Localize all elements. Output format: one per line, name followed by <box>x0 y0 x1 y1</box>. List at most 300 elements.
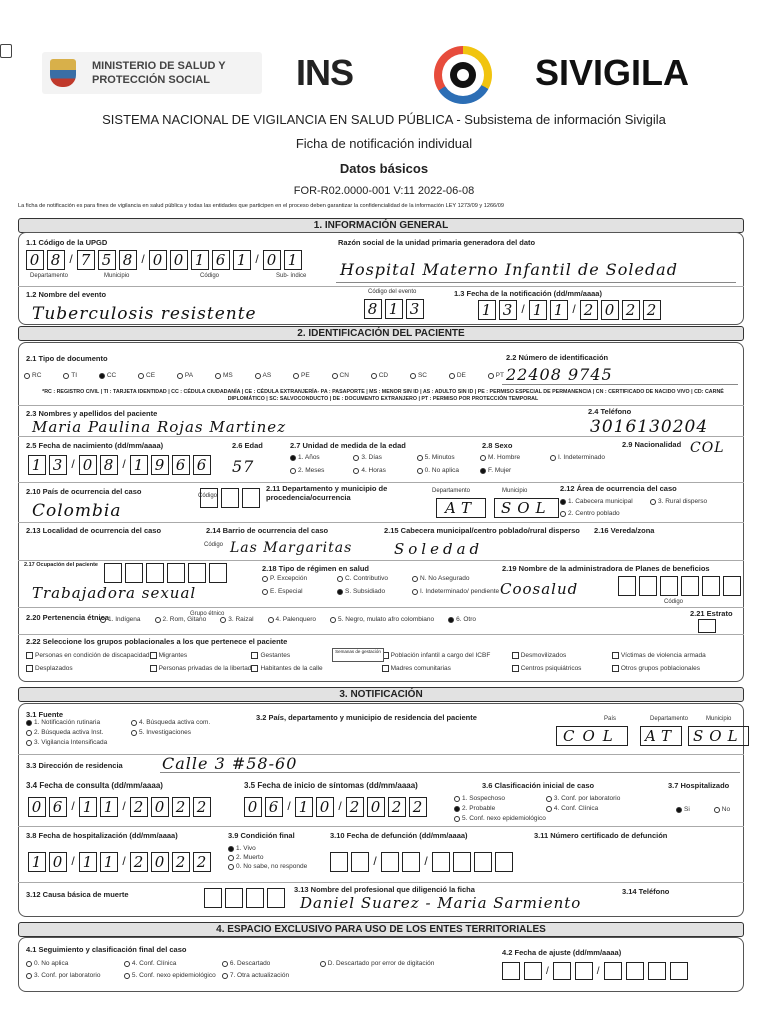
empty-box[interactable] <box>402 852 420 872</box>
radio-icon[interactable] <box>131 730 137 736</box>
digit-box[interactable]: 0 <box>49 852 67 872</box>
res-dept-value[interactable]: AT <box>640 726 682 746</box>
radio-option[interactable] <box>337 575 412 582</box>
radio-option[interactable] <box>714 806 730 813</box>
empty-box[interactable] <box>702 576 720 596</box>
nombre-value[interactable]: Maria Paulina Rojas Martinez <box>32 418 287 436</box>
upgd-boxes[interactable] <box>26 250 302 270</box>
radio-icon[interactable] <box>714 807 720 813</box>
nacionalidad-value[interactable]: COL <box>690 440 725 456</box>
radio-option[interactable] <box>220 616 253 623</box>
radio-icon[interactable] <box>26 730 32 736</box>
radio-option[interactable] <box>454 815 546 822</box>
radio-icon[interactable] <box>222 961 228 967</box>
digit-box[interactable]: 2 <box>130 852 148 872</box>
radio-icon[interactable] <box>448 617 454 623</box>
radio-icon[interactable] <box>228 846 234 852</box>
digit-box[interactable]: 0 <box>79 455 97 475</box>
digit-box[interactable]: 1 <box>28 852 46 872</box>
digit-box[interactable]: 7 <box>77 250 95 270</box>
empty-box[interactable] <box>660 576 678 596</box>
radio-icon[interactable] <box>417 468 423 474</box>
radio-icon[interactable] <box>268 617 274 623</box>
radio-option[interactable] <box>412 575 502 582</box>
empty-box[interactable] <box>495 852 513 872</box>
radio-option[interactable] <box>228 863 307 870</box>
radio-option[interactable] <box>448 616 476 623</box>
profesional-value[interactable]: Daniel Suarez - Maria Sarmiento <box>300 894 582 912</box>
radio-option[interactable] <box>353 454 416 461</box>
radio-option[interactable] <box>454 795 546 802</box>
fhosp-boxes[interactable] <box>28 852 211 872</box>
radio-icon[interactable] <box>255 373 261 379</box>
digit-box[interactable]: 2 <box>643 300 661 320</box>
radio-icon[interactable] <box>417 455 423 461</box>
checkbox-option[interactable] <box>612 652 742 659</box>
checkbox-icon[interactable] <box>612 652 619 659</box>
radio-option[interactable] <box>320 960 496 967</box>
radio-option[interactable] <box>550 454 620 461</box>
digit-box[interactable]: 1 <box>233 250 251 270</box>
etnia-options[interactable] <box>100 616 660 623</box>
radio-option[interactable] <box>124 972 222 979</box>
empty-box[interactable] <box>723 576 741 596</box>
radio-icon[interactable] <box>332 373 338 379</box>
radio-icon[interactable] <box>26 720 32 726</box>
num-id-line <box>502 384 738 385</box>
radio-option[interactable] <box>215 372 233 379</box>
empty-box[interactable] <box>188 563 206 583</box>
radio-icon[interactable] <box>676 807 682 813</box>
checkbox-option[interactable] <box>612 665 742 672</box>
radio-icon[interactable] <box>100 617 106 623</box>
radio-option[interactable] <box>371 372 388 379</box>
checkbox-option[interactable] <box>251 665 381 672</box>
empty-box[interactable] <box>209 563 227 583</box>
digit-box[interactable]: 2 <box>388 797 406 817</box>
empty-box[interactable] <box>125 563 143 583</box>
radio-icon[interactable] <box>550 455 556 461</box>
checkbox-option[interactable] <box>512 665 612 672</box>
digit-box[interactable]: 3 <box>499 300 517 320</box>
digit-box[interactable]: 2 <box>346 797 364 817</box>
save-icon[interactable] <box>0 44 12 58</box>
sexo-options[interactable] <box>480 454 620 474</box>
radio-icon[interactable] <box>454 806 460 812</box>
radio-icon[interactable] <box>488 373 494 379</box>
checkbox-option[interactable] <box>512 652 612 659</box>
radio-icon[interactable] <box>124 973 130 979</box>
checkbox-icon[interactable] <box>26 665 33 672</box>
digit-box[interactable]: 1 <box>79 797 97 817</box>
checkbox-label: Personas en condición de discapacidad <box>35 652 150 659</box>
barrio-value[interactable]: Las Margaritas <box>230 540 353 556</box>
radio-icon[interactable] <box>560 511 566 517</box>
date-separator: / <box>546 965 549 977</box>
digit-box[interactable]: 1 <box>295 797 313 817</box>
sintomas-boxes[interactable] <box>244 797 427 817</box>
empty-box[interactable] <box>575 962 593 980</box>
admin-codigo-label: Código <box>664 599 684 605</box>
radio-icon[interactable] <box>99 373 105 379</box>
radio-icon[interactable] <box>480 455 486 461</box>
radio-option[interactable] <box>676 806 690 813</box>
checkbox-option[interactable] <box>26 665 150 672</box>
digit-box[interactable]: 0 <box>263 250 281 270</box>
checkbox-icon[interactable] <box>382 665 389 672</box>
ajuste-boxes[interactable] <box>502 962 688 980</box>
radio-icon[interactable] <box>371 373 377 379</box>
digit-box[interactable]: 0 <box>316 797 334 817</box>
checkbox-label: Madres comunitarias <box>390 665 451 672</box>
digit-box[interactable]: 6 <box>172 455 190 475</box>
empty-box[interactable] <box>648 962 666 980</box>
radio-label: 2. Muerto <box>236 854 264 861</box>
barrio-label: 2.14 Barrio de ocurrencia del caso <box>206 526 329 535</box>
cod-evento-boxes[interactable] <box>364 299 424 319</box>
date-separator: / <box>338 799 342 813</box>
edad-value[interactable]: 57 <box>232 457 255 476</box>
radio-icon[interactable] <box>650 499 656 505</box>
empty-box[interactable] <box>146 563 164 583</box>
radio-option[interactable] <box>131 729 236 736</box>
radio-icon[interactable] <box>290 455 296 461</box>
radio-icon[interactable] <box>124 961 130 967</box>
checkbox-icon[interactable] <box>150 665 157 672</box>
admin-value[interactable]: Coosalud <box>500 580 579 598</box>
doc-type-options[interactable] <box>24 372 504 379</box>
checkbox-icon[interactable] <box>251 665 258 672</box>
checkbox-icon[interactable] <box>251 652 258 659</box>
radio-label: CD <box>378 372 389 379</box>
radio-icon[interactable] <box>228 855 234 861</box>
direccion-label: 3.3 Dirección de residencia <box>26 761 123 770</box>
radio-icon[interactable] <box>560 499 566 505</box>
admin-codigo-boxes[interactable] <box>618 576 741 596</box>
digit-box[interactable]: 0 <box>170 250 188 270</box>
digit-box[interactable]: 2 <box>172 852 190 872</box>
checkbox-icon[interactable] <box>512 652 519 659</box>
radio-option[interactable] <box>332 372 349 379</box>
radio-option[interactable] <box>26 739 131 746</box>
radio-option[interactable] <box>222 960 320 967</box>
radio-option[interactable] <box>100 616 141 623</box>
digit-box[interactable]: 2 <box>193 852 211 872</box>
empty-box[interactable] <box>381 852 399 872</box>
radio-option[interactable] <box>228 854 307 861</box>
digit-box[interactable]: 0 <box>149 250 167 270</box>
condicion-label: 3.9 Condición final <box>228 831 295 840</box>
checkbox-option[interactable] <box>26 652 150 659</box>
radio-icon[interactable] <box>26 973 32 979</box>
radio-option[interactable] <box>26 729 131 736</box>
checkbox-option[interactable] <box>382 665 512 672</box>
radio-option[interactable] <box>268 616 316 623</box>
hosp-options[interactable] <box>676 806 730 813</box>
radio-option[interactable] <box>410 372 427 379</box>
radio-icon[interactable] <box>412 576 418 582</box>
radio-icon[interactable] <box>337 576 343 582</box>
form-code: FOR-R02.0000-001 V:11 2022-06-08 <box>293 185 475 197</box>
res-mun-value[interactable]: SOL <box>688 726 749 746</box>
clasif-options[interactable] <box>454 795 654 822</box>
digit-box[interactable]: 3 <box>49 455 67 475</box>
radio-label: 3. Vigilancia Intensificada <box>34 739 108 746</box>
digit-box[interactable]: 0 <box>26 250 44 270</box>
digit-box[interactable]: 6 <box>193 455 211 475</box>
radio-option[interactable] <box>480 454 550 461</box>
checkbox-option[interactable] <box>382 652 512 659</box>
empty-box[interactable] <box>474 852 492 872</box>
radio-option[interactable] <box>26 719 131 726</box>
digit-box[interactable]: 2 <box>409 797 427 817</box>
digit-box[interactable]: 1 <box>478 300 496 320</box>
radio-icon[interactable] <box>262 589 268 595</box>
radio-icon[interactable] <box>177 373 183 379</box>
radio-option[interactable] <box>131 719 236 726</box>
radio-icon[interactable] <box>228 864 234 870</box>
empty-box[interactable] <box>221 488 239 508</box>
empty-box[interactable] <box>267 888 285 908</box>
radio-icon[interactable] <box>410 373 416 379</box>
radio-option[interactable] <box>353 467 416 474</box>
radio-option[interactable] <box>290 467 353 474</box>
dept-value[interactable]: AT <box>436 498 486 518</box>
res-pais-value[interactable]: COL <box>556 726 628 746</box>
radio-label: 3. Días <box>361 454 382 461</box>
radio-option[interactable] <box>138 372 155 379</box>
empty-box[interactable] <box>553 962 571 980</box>
area-options[interactable] <box>560 498 740 517</box>
num-id-value[interactable]: 22408 9745 <box>506 365 613 384</box>
digit-box[interactable]: 8 <box>364 299 382 319</box>
digit-box[interactable]: 3 <box>406 299 424 319</box>
empty-box[interactable] <box>604 962 622 980</box>
empty-box[interactable] <box>225 888 243 908</box>
radio-option[interactable] <box>99 372 116 379</box>
radio-option[interactable] <box>293 372 310 379</box>
mun-value[interactable]: SOL <box>494 498 559 518</box>
radio-option[interactable] <box>222 972 320 979</box>
digit-box[interactable]: 6 <box>265 797 283 817</box>
radio-option[interactable] <box>330 616 434 623</box>
checkbox-icon[interactable] <box>150 652 157 659</box>
radio-option[interactable] <box>26 960 124 967</box>
radio-option[interactable] <box>560 498 650 505</box>
empty-box[interactable] <box>670 962 688 980</box>
digit-box[interactable]: 2 <box>130 797 148 817</box>
digit-box[interactable]: 1 <box>385 299 403 319</box>
empty-box[interactable] <box>351 852 369 872</box>
radio-icon[interactable] <box>215 373 221 379</box>
radio-icon[interactable] <box>262 576 268 582</box>
checkbox-icon[interactable] <box>512 665 519 672</box>
radio-icon[interactable] <box>337 589 343 595</box>
radio-label: F. Mujer <box>488 467 512 474</box>
digit-box[interactable]: 1 <box>100 797 118 817</box>
digit-box[interactable]: 8 <box>47 250 65 270</box>
radio-option[interactable] <box>454 805 546 812</box>
checkbox-icon[interactable] <box>26 652 33 659</box>
empty-box[interactable] <box>502 962 520 980</box>
radio-icon[interactable] <box>546 806 552 812</box>
digit-box[interactable]: 2 <box>622 300 640 320</box>
radio-icon[interactable] <box>26 961 32 967</box>
digit-box[interactable]: 1 <box>550 300 568 320</box>
digit-box[interactable]: 1 <box>130 455 148 475</box>
defuncion-boxes[interactable] <box>330 852 513 872</box>
unidad-options[interactable] <box>290 454 480 474</box>
radio-icon[interactable] <box>330 617 336 623</box>
date-separator: / <box>122 854 126 868</box>
digit-box[interactable]: 0 <box>244 797 262 817</box>
ocupacion-boxes[interactable] <box>104 563 227 583</box>
radio-option[interactable] <box>546 805 654 812</box>
radio-option[interactable] <box>262 575 337 582</box>
digit-box[interactable]: 6 <box>212 250 230 270</box>
pais-codigo-boxes[interactable] <box>200 488 260 508</box>
radio-option[interactable] <box>26 972 124 979</box>
radio-icon[interactable] <box>293 373 299 379</box>
radio-icon[interactable] <box>290 468 296 474</box>
digit-box[interactable]: 8 <box>119 250 137 270</box>
ocupacion-value[interactable]: Trabajadora sexual <box>32 584 197 602</box>
digit-box[interactable]: 0 <box>28 797 46 817</box>
radio-icon[interactable] <box>412 589 418 595</box>
radio-option[interactable] <box>546 795 654 802</box>
empty-box[interactable] <box>453 852 471 872</box>
radio-option[interactable] <box>337 588 412 595</box>
ficha-title: Ficha de notificación individual <box>295 136 473 151</box>
empty-box[interactable] <box>524 962 542 980</box>
radio-option[interactable] <box>262 588 337 595</box>
radio-option[interactable] <box>124 960 222 967</box>
digit-box[interactable]: 0 <box>151 797 169 817</box>
digit-box[interactable]: 2 <box>580 300 598 320</box>
radio-option[interactable] <box>228 845 307 852</box>
condicion-options[interactable] <box>228 845 307 870</box>
radio-option[interactable] <box>449 372 466 379</box>
empty-box[interactable] <box>200 488 218 508</box>
radio-option[interactable] <box>255 372 272 379</box>
checkbox-option[interactable] <box>150 652 252 659</box>
radio-option[interactable] <box>290 454 353 461</box>
radio-option[interactable] <box>650 498 740 505</box>
radio-option[interactable] <box>177 372 193 379</box>
digit-box[interactable]: 0 <box>151 852 169 872</box>
checkbox-icon[interactable] <box>612 665 619 672</box>
digit-box[interactable]: 5 <box>98 250 116 270</box>
digit-box[interactable]: 1 <box>284 250 302 270</box>
empty-box[interactable] <box>330 852 348 872</box>
empty-box[interactable] <box>618 576 636 596</box>
s2-divider-4 <box>18 522 744 523</box>
radio-icon[interactable] <box>222 973 228 979</box>
digit-box[interactable]: 9 <box>151 455 169 475</box>
nac-boxes[interactable] <box>28 455 211 475</box>
radio-icon[interactable] <box>546 796 552 802</box>
direccion-value[interactable]: Calle 3 #58-60 <box>162 754 298 773</box>
digit-box[interactable]: 0 <box>601 300 619 320</box>
radio-icon[interactable] <box>131 720 137 726</box>
nac-label: 2.5 Fecha de nacimiento (dd/mm/aaaa) <box>26 441 164 450</box>
digit-box[interactable]: 2 <box>172 797 190 817</box>
empty-box[interactable] <box>626 962 644 980</box>
empty-box[interactable] <box>242 488 260 508</box>
radio-icon[interactable] <box>454 796 460 802</box>
radio-icon[interactable] <box>454 816 460 822</box>
digit-box[interactable]: 1 <box>529 300 547 320</box>
radio-label: D. Descartado por error de digitación <box>327 960 435 967</box>
empty-box[interactable] <box>204 888 222 908</box>
radio-icon[interactable] <box>449 373 455 379</box>
digit-box[interactable]: 2 <box>193 797 211 817</box>
regimen-options[interactable] <box>262 575 502 595</box>
radio-icon[interactable] <box>138 373 144 379</box>
pais-value[interactable]: Colombia <box>32 501 122 521</box>
evento-value[interactable]: Tuberculosis resistente <box>32 304 257 324</box>
radio-icon[interactable] <box>26 740 32 746</box>
radio-label: 2. Meses <box>298 467 325 474</box>
digit-box[interactable]: 1 <box>79 852 97 872</box>
radio-option[interactable] <box>24 372 41 379</box>
radio-icon[interactable] <box>24 373 30 379</box>
radio-icon[interactable] <box>155 617 161 623</box>
radio-option[interactable] <box>488 372 504 379</box>
cabecera-value[interactable]: Soledad <box>394 540 484 558</box>
empty-box[interactable] <box>432 852 450 872</box>
consulta-boxes[interactable] <box>28 797 211 817</box>
fuente-options[interactable] <box>26 719 236 746</box>
radio-option[interactable] <box>63 372 77 379</box>
grupo-etnico-label: Grupo étnico <box>190 611 225 617</box>
digit-box[interactable]: 1 <box>191 250 209 270</box>
radio-icon[interactable] <box>220 617 226 623</box>
radio-icon[interactable] <box>353 468 359 474</box>
radio-option[interactable] <box>417 454 480 461</box>
digit-box[interactable]: 1 <box>28 455 46 475</box>
radio-icon[interactable] <box>63 373 69 379</box>
tel-value[interactable]: 3016130204 <box>590 417 709 437</box>
res-dept-h: Departamento <box>650 716 689 722</box>
radio-option[interactable] <box>480 467 550 474</box>
semanas-box[interactable] <box>332 648 384 662</box>
empty-box[interactable] <box>167 563 185 583</box>
digit-box[interactable]: 1 <box>100 852 118 872</box>
radio-option[interactable] <box>417 467 480 474</box>
radio-option[interactable] <box>412 588 502 595</box>
fecha-notif-boxes[interactable] <box>478 300 661 320</box>
digit-box[interactable]: 8 <box>100 455 118 475</box>
estrato-box[interactable] <box>698 619 716 633</box>
causa-boxes[interactable] <box>204 888 285 908</box>
radio-icon[interactable] <box>480 468 486 474</box>
digit-box[interactable]: 0 <box>367 797 385 817</box>
empty-box[interactable] <box>246 888 264 908</box>
radio-icon[interactable] <box>353 455 359 461</box>
radio-option[interactable] <box>560 510 650 517</box>
digit-box[interactable]: 6 <box>49 797 67 817</box>
seg-options[interactable] <box>26 960 496 979</box>
grupos-options[interactable] <box>26 652 742 672</box>
radio-icon[interactable] <box>320 961 326 967</box>
empty-box[interactable] <box>681 576 699 596</box>
razon-value[interactable]: Hospital Materno Infantil de Soledad <box>340 260 678 279</box>
empty-box[interactable] <box>639 576 657 596</box>
empty-box[interactable] <box>104 563 122 583</box>
checkbox-option[interactable] <box>150 665 252 672</box>
radio-option[interactable] <box>155 616 207 623</box>
